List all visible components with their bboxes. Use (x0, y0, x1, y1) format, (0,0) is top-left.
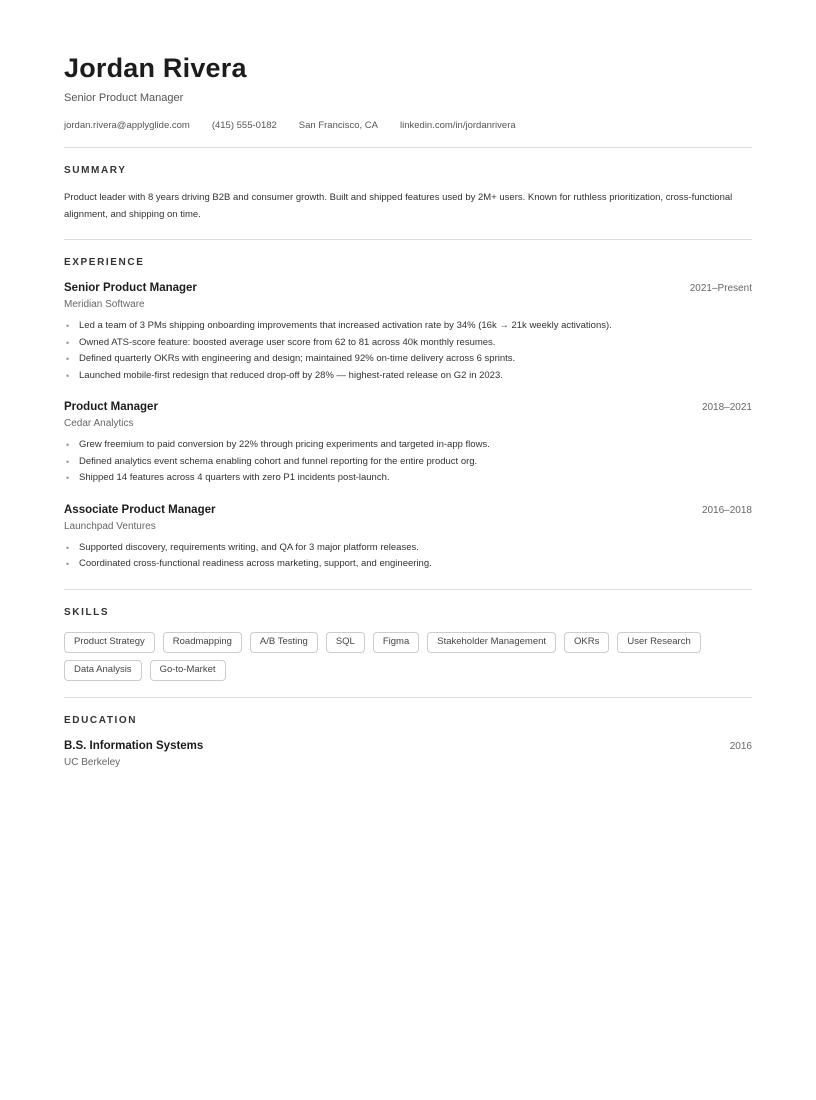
job-bullets (64, 437, 752, 487)
resume-header (64, 53, 752, 131)
bullet-item: • Owned ATS-score feature: boosted average user score from 62 to 81 across 40k monthly resumes. (64, 335, 752, 352)
summary-heading: SUMMARY (64, 165, 127, 177)
section-skills (64, 607, 752, 681)
divider (64, 239, 752, 240)
job-entry (64, 401, 752, 487)
skills-heading: SKILLS (64, 606, 110, 618)
skill-pill: Product Strategy (64, 632, 155, 653)
job-dates: 2016–2018 (701, 504, 752, 516)
job-title: Product Manager (64, 401, 158, 414)
skill-pill: Stakeholder Management (427, 632, 556, 653)
education-school: UC Berkeley (64, 756, 121, 768)
skill-pill: Roadmapping (163, 632, 242, 653)
job-head (64, 282, 752, 294)
job-dates: 2021–Present (689, 283, 752, 295)
bullet-item: • Shipped 14 features across 4 quarters with zero P1 incidents post-launch. (64, 470, 752, 487)
contact-linkedin: linkedin.com/in/jordanrivera (400, 120, 516, 132)
education-head (64, 740, 752, 752)
job-entry (64, 282, 752, 384)
section-experience (64, 257, 752, 573)
bullet-item: • Led a team of 3 PMs shipping onboarding improvements that increased activation rate by 34% (16k → 21k weekly activations). (64, 318, 752, 335)
skill-pill: Data Analysis (64, 660, 142, 681)
contact-row (64, 120, 752, 131)
contact-email: jordan.rivera@applyglide.com (64, 120, 190, 132)
job-head (64, 504, 752, 516)
job-bullets (64, 318, 752, 384)
divider (64, 697, 752, 698)
divider (64, 147, 752, 148)
bullet-item: • Launched mobile-first redesign that reduced drop-off by 28% — highest-rated release on G2 in 2023. (64, 368, 752, 385)
bullet-item: • Defined analytics event schema enabling cohort and funnel reporting for the entire product org. (64, 454, 752, 471)
candidate-name: Jordan Rivera (64, 53, 247, 83)
job-title: Senior Product Manager (64, 282, 197, 295)
degree-title: B.S. Information Systems (64, 739, 204, 752)
bullet-item: • Defined quarterly OKRs with engineering and design; maintained 92% on-time delivery across 6 sprints. (64, 351, 752, 368)
bullet-item: • Grew freemium to paid conversion by 22% through pricing experiments and targeted in-app flows. (64, 437, 752, 454)
skill-pill: Figma (373, 632, 419, 653)
section-education (64, 715, 752, 768)
bullet-item: • Supported discovery, requirements writing, and QA for 3 major platform releases. (64, 540, 752, 557)
skill-pill: OKRs (564, 632, 609, 653)
skill-pill: User Research (617, 632, 700, 653)
job-dates: 2018–2021 (701, 402, 752, 414)
job-company: Meridian Software (64, 299, 145, 311)
education-heading: EDUCATION (64, 714, 138, 726)
contact-phone: (415) 555-0182 (211, 120, 277, 132)
job-entry (64, 504, 752, 573)
job-company: Launchpad Ventures (64, 520, 156, 532)
bullet-item: • Coordinated cross-functional readiness across marketing, support, and engineering. (64, 556, 752, 573)
job-head (64, 401, 752, 413)
candidate-title: Senior Product Manager (64, 92, 184, 105)
skills-list (64, 632, 752, 681)
section-summary (64, 165, 752, 223)
skill-pill: SQL (326, 632, 365, 653)
skill-pill: Go-to-Market (150, 660, 226, 681)
education-entry (64, 740, 752, 768)
contact-location: San Francisco, CA (298, 120, 378, 132)
education-year: 2016 (729, 740, 752, 752)
job-bullets (64, 540, 752, 573)
job-title: Associate Product Manager (64, 503, 216, 516)
job-company: Cedar Analytics (64, 418, 134, 430)
experience-heading: EXPERIENCE (64, 257, 145, 269)
summary-text: Product leader with 8 years driving B2B and consumer growth. Built and shipped features used by 2M+ users. Known for ruthless prioritization, cross-functional alignment, and shipping on time. (64, 192, 733, 221)
skill-pill: A/B Testing (250, 632, 318, 653)
divider (64, 589, 752, 590)
